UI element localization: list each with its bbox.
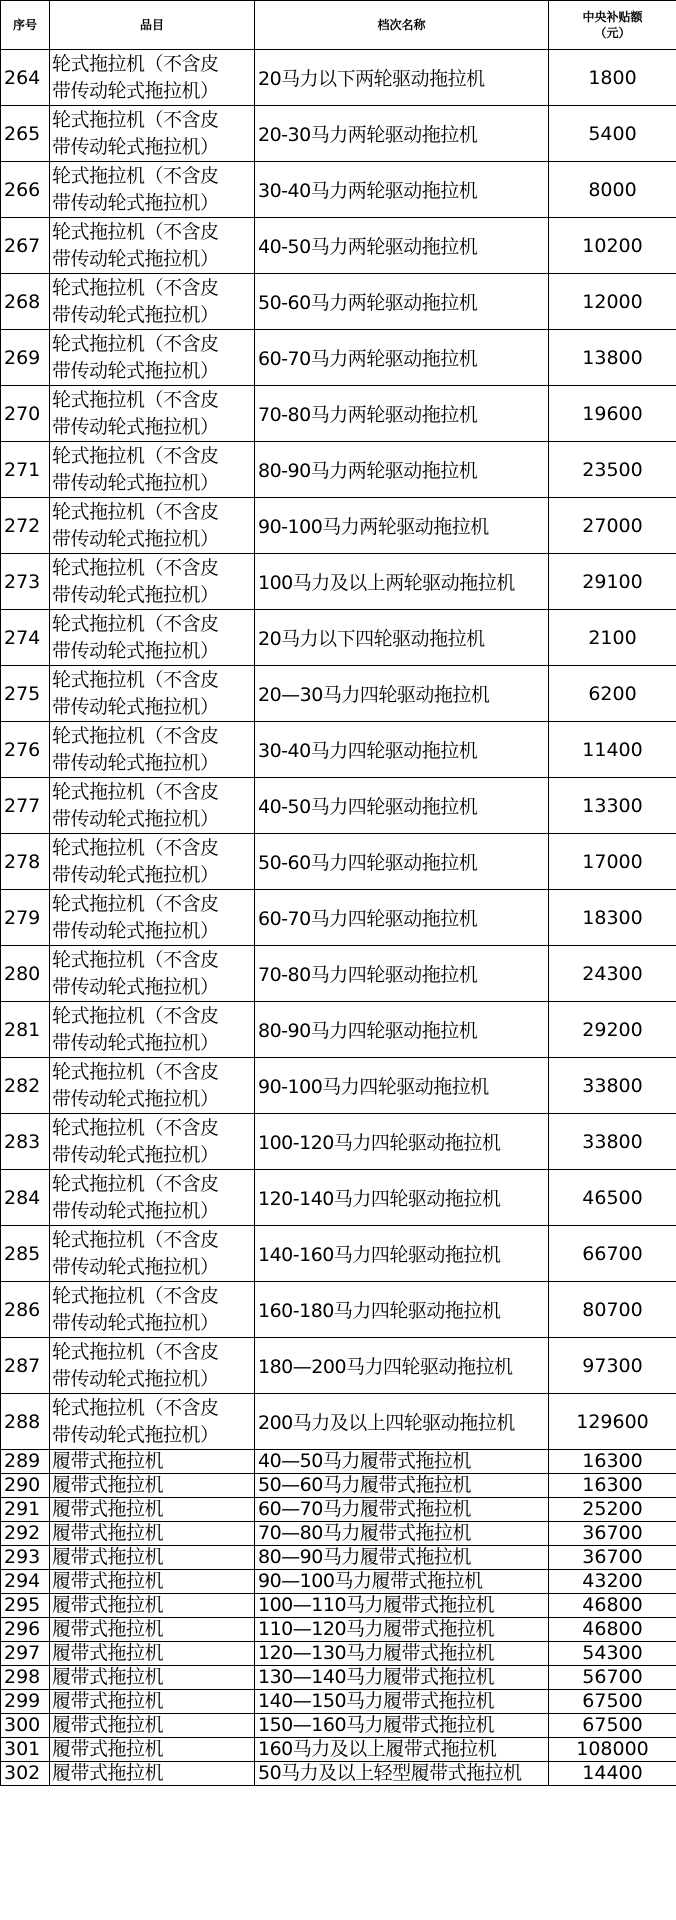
header-row — [1, 1, 676, 50]
cell-seq: 294 — [1, 1570, 50, 1594]
cell-grade: 70—80马力履带式拖拉机 — [255, 1522, 549, 1546]
cell-seq: 288 — [1, 1394, 50, 1450]
cell-item — [50, 1058, 255, 1114]
table-row — [1, 330, 676, 386]
cell-amount: 46500 — [549, 1170, 676, 1226]
cell-item-line: 带传动轮式拖拉机） — [52, 1087, 219, 1110]
cell-item — [50, 218, 255, 274]
cell-item — [50, 1594, 255, 1618]
table-row — [1, 1690, 676, 1714]
cell-item-line: 履带式拖拉机 — [52, 1762, 164, 1784]
cell-item — [50, 666, 255, 722]
table-row — [1, 834, 676, 890]
cell-seq: 279 — [1, 890, 50, 946]
table-row — [1, 1226, 676, 1282]
cell-item-line: 履带式拖拉机 — [52, 1474, 164, 1496]
cell-item-line: 轮式拖拉机（不含皮 — [52, 1116, 219, 1139]
cell-grade: 40-50马力四轮驱动拖拉机 — [255, 778, 549, 834]
cell-seq: 290 — [1, 1474, 50, 1498]
cell-amount: 36700 — [549, 1522, 676, 1546]
cell-item-line: 带传动轮式拖拉机） — [52, 79, 219, 102]
cell-item-line: 轮式拖拉机（不含皮 — [52, 1228, 219, 1251]
cell-item — [50, 946, 255, 1002]
cell-item-line: 带传动轮式拖拉机） — [52, 695, 219, 718]
table-row — [1, 890, 676, 946]
cell-item — [50, 1498, 255, 1522]
cell-grade: 100马力及以上两轮驱动拖拉机 — [255, 554, 549, 610]
table-row — [1, 778, 676, 834]
cell-item-line: 带传动轮式拖拉机） — [52, 1255, 219, 1278]
cell-item-line: 带传动轮式拖拉机） — [52, 863, 219, 886]
cell-amount: 54300 — [549, 1642, 676, 1666]
cell-amount: 24300 — [549, 946, 676, 1002]
header-amount — [549, 1, 676, 50]
cell-amount: 129600 — [549, 1394, 676, 1450]
header-grade: 档次名称 — [255, 1, 549, 50]
cell-item-line: 带传动轮式拖拉机） — [52, 359, 219, 382]
cell-item-line: 履带式拖拉机 — [52, 1450, 164, 1472]
cell-item — [50, 1642, 255, 1666]
cell-item — [50, 498, 255, 554]
cell-grade: 100—110马力履带式拖拉机 — [255, 1594, 549, 1618]
cell-item-line: 轮式拖拉机（不含皮 — [52, 724, 219, 747]
cell-amount: 46800 — [549, 1594, 676, 1618]
table-row — [1, 1522, 676, 1546]
cell-item-line: 轮式拖拉机（不含皮 — [52, 332, 219, 355]
cell-grade: 20-30马力两轮驱动拖拉机 — [255, 106, 549, 162]
cell-seq: 266 — [1, 162, 50, 218]
cell-item-line: 带传动轮式拖拉机） — [52, 303, 219, 326]
cell-item-line: 带传动轮式拖拉机） — [52, 975, 219, 998]
cell-item-line: 带传动轮式拖拉机） — [52, 1423, 219, 1446]
cell-item-line: 轮式拖拉机（不含皮 — [52, 780, 219, 803]
cell-item-line: 带传动轮式拖拉机） — [52, 1311, 219, 1334]
cell-item-line: 轮式拖拉机（不含皮 — [52, 948, 219, 971]
table-row — [1, 1570, 676, 1594]
cell-item — [50, 106, 255, 162]
cell-seq: 284 — [1, 1170, 50, 1226]
table-row — [1, 554, 676, 610]
cell-seq: 293 — [1, 1546, 50, 1570]
cell-item-line: 履带式拖拉机 — [52, 1618, 164, 1640]
table-row — [1, 666, 676, 722]
cell-item-line: 履带式拖拉机 — [52, 1642, 164, 1664]
cell-item-line: 轮式拖拉机（不含皮 — [52, 108, 219, 131]
cell-grade: 60—70马力履带式拖拉机 — [255, 1498, 549, 1522]
table-row — [1, 722, 676, 778]
header-item: 品目 — [50, 1, 255, 50]
cell-item-line: 履带式拖拉机 — [52, 1690, 164, 1712]
cell-amount: 67500 — [549, 1690, 676, 1714]
cell-seq: 302 — [1, 1762, 50, 1786]
cell-grade: 80-90马力两轮驱动拖拉机 — [255, 442, 549, 498]
cell-item — [50, 1282, 255, 1338]
cell-seq: 270 — [1, 386, 50, 442]
cell-amount: 66700 — [549, 1226, 676, 1282]
cell-seq: 271 — [1, 442, 50, 498]
cell-item-line: 轮式拖拉机（不含皮 — [52, 1004, 219, 1027]
cell-item-line: 带传动轮式拖拉机） — [52, 1031, 219, 1054]
cell-item — [50, 834, 255, 890]
cell-seq: 268 — [1, 274, 50, 330]
cell-amount: 67500 — [549, 1714, 676, 1738]
cell-seq: 287 — [1, 1338, 50, 1394]
cell-item-line: 轮式拖拉机（不含皮 — [52, 1060, 219, 1083]
cell-seq: 301 — [1, 1738, 50, 1762]
cell-amount: 33800 — [549, 1114, 676, 1170]
cell-item-line: 履带式拖拉机 — [52, 1738, 164, 1760]
cell-item-line: 履带式拖拉机 — [52, 1546, 164, 1568]
cell-amount: 5400 — [549, 106, 676, 162]
cell-amount: 108000 — [549, 1738, 676, 1762]
table-row — [1, 1618, 676, 1642]
table-row — [1, 162, 676, 218]
cell-grade: 140-160马力四轮驱动拖拉机 — [255, 1226, 549, 1282]
cell-item — [50, 1450, 255, 1474]
table-row — [1, 274, 676, 330]
cell-item-line: 带传动轮式拖拉机） — [52, 751, 219, 774]
cell-seq: 276 — [1, 722, 50, 778]
cell-grade: 80-90马力四轮驱动拖拉机 — [255, 1002, 549, 1058]
table-row — [1, 946, 676, 1002]
cell-item — [50, 890, 255, 946]
table-row — [1, 218, 676, 274]
table-row — [1, 1714, 676, 1738]
table-row — [1, 1338, 676, 1394]
cell-amount: 13800 — [549, 330, 676, 386]
cell-amount: 13300 — [549, 778, 676, 834]
cell-item — [50, 1690, 255, 1714]
cell-amount: 17000 — [549, 834, 676, 890]
table-row — [1, 1394, 676, 1450]
cell-grade: 60-70马力四轮驱动拖拉机 — [255, 890, 549, 946]
cell-seq: 285 — [1, 1226, 50, 1282]
cell-grade: 40—50马力履带式拖拉机 — [255, 1450, 549, 1474]
cell-seq: 272 — [1, 498, 50, 554]
cell-seq: 296 — [1, 1618, 50, 1642]
cell-grade: 50-60马力两轮驱动拖拉机 — [255, 274, 549, 330]
cell-seq: 282 — [1, 1058, 50, 1114]
table-row — [1, 442, 676, 498]
table-row — [1, 1498, 676, 1522]
cell-amount: 43200 — [549, 1570, 676, 1594]
cell-grade: 110—120马力履带式拖拉机 — [255, 1618, 549, 1642]
cell-amount: 16300 — [549, 1474, 676, 1498]
cell-item — [50, 1546, 255, 1570]
cell-item-line: 轮式拖拉机（不含皮 — [52, 444, 219, 467]
cell-item-line: 履带式拖拉机 — [52, 1570, 164, 1592]
cell-item — [50, 554, 255, 610]
cell-amount: 6200 — [549, 666, 676, 722]
cell-seq: 273 — [1, 554, 50, 610]
cell-item-line: 轮式拖拉机（不含皮 — [52, 836, 219, 859]
table-row — [1, 1450, 676, 1474]
cell-seq: 283 — [1, 1114, 50, 1170]
table-row — [1, 498, 676, 554]
cell-item-line: 带传动轮式拖拉机） — [52, 807, 219, 830]
cell-seq: 267 — [1, 218, 50, 274]
cell-grade: 70-80马力两轮驱动拖拉机 — [255, 386, 549, 442]
table-body — [1, 50, 676, 1786]
cell-item — [50, 386, 255, 442]
cell-item — [50, 722, 255, 778]
cell-seq: 291 — [1, 1498, 50, 1522]
cell-item-line: 履带式拖拉机 — [52, 1666, 164, 1688]
cell-item-line: 履带式拖拉机 — [52, 1498, 164, 1520]
cell-seq: 297 — [1, 1642, 50, 1666]
cell-item-line: 轮式拖拉机（不含皮 — [52, 556, 219, 579]
cell-seq: 298 — [1, 1666, 50, 1690]
cell-grade: 30-40马力四轮驱动拖拉机 — [255, 722, 549, 778]
cell-item-line: 履带式拖拉机 — [52, 1522, 164, 1544]
cell-grade: 20马力以下两轮驱动拖拉机 — [255, 50, 549, 106]
cell-item-line: 轮式拖拉机（不含皮 — [52, 164, 219, 187]
cell-amount: 23500 — [549, 442, 676, 498]
cell-item-line: 轮式拖拉机（不含皮 — [52, 892, 219, 915]
header-seq: 序号 — [1, 1, 50, 50]
table-row — [1, 1762, 676, 1786]
cell-grade: 120—130马力履带式拖拉机 — [255, 1642, 549, 1666]
cell-amount: 12000 — [549, 274, 676, 330]
table-row — [1, 1170, 676, 1226]
cell-item — [50, 1618, 255, 1642]
cell-item — [50, 1762, 255, 1786]
cell-seq: 286 — [1, 1282, 50, 1338]
cell-amount: 29200 — [549, 1002, 676, 1058]
cell-item-line: 带传动轮式拖拉机） — [52, 527, 219, 550]
cell-item-line: 履带式拖拉机 — [52, 1714, 164, 1736]
cell-amount: 33800 — [549, 1058, 676, 1114]
cell-seq: 265 — [1, 106, 50, 162]
cell-item — [50, 50, 255, 106]
table-row — [1, 106, 676, 162]
cell-seq: 274 — [1, 610, 50, 666]
cell-item-line: 轮式拖拉机（不含皮 — [52, 276, 219, 299]
cell-item-line: 带传动轮式拖拉机） — [52, 919, 219, 942]
cell-grade: 140—150马力履带式拖拉机 — [255, 1690, 549, 1714]
cell-amount: 14400 — [549, 1762, 676, 1786]
cell-item-line: 轮式拖拉机（不含皮 — [52, 668, 219, 691]
cell-grade: 20马力以下四轮驱动拖拉机 — [255, 610, 549, 666]
cell-item — [50, 610, 255, 666]
cell-amount: 18300 — [549, 890, 676, 946]
cell-grade: 80—90马力履带式拖拉机 — [255, 1546, 549, 1570]
cell-item — [50, 1226, 255, 1282]
cell-item — [50, 1338, 255, 1394]
cell-item-line: 履带式拖拉机 — [52, 1594, 164, 1616]
cell-amount: 16300 — [549, 1450, 676, 1474]
cell-item-line: 带传动轮式拖拉机） — [52, 1199, 219, 1222]
cell-item-line: 带传动轮式拖拉机） — [52, 135, 219, 158]
cell-amount: 11400 — [549, 722, 676, 778]
cell-grade: 130—140马力履带式拖拉机 — [255, 1666, 549, 1690]
cell-amount: 29100 — [549, 554, 676, 610]
cell-seq: 295 — [1, 1594, 50, 1618]
cell-item — [50, 1570, 255, 1594]
table-row — [1, 1546, 676, 1570]
cell-item — [50, 1714, 255, 1738]
cell-item — [50, 1114, 255, 1170]
cell-grade: 160马力及以上履带式拖拉机 — [255, 1738, 549, 1762]
cell-item — [50, 1170, 255, 1226]
cell-seq: 300 — [1, 1714, 50, 1738]
cell-grade: 100-120马力四轮驱动拖拉机 — [255, 1114, 549, 1170]
cell-amount: 1800 — [549, 50, 676, 106]
cell-item-line: 带传动轮式拖拉机） — [52, 639, 219, 662]
cell-item-line: 带传动轮式拖拉机） — [52, 191, 219, 214]
cell-item — [50, 1394, 255, 1450]
cell-grade: 40-50马力两轮驱动拖拉机 — [255, 218, 549, 274]
cell-seq: 278 — [1, 834, 50, 890]
cell-grade: 50—60马力履带式拖拉机 — [255, 1474, 549, 1498]
cell-seq: 277 — [1, 778, 50, 834]
cell-item — [50, 274, 255, 330]
table-row — [1, 1594, 676, 1618]
cell-amount: 80700 — [549, 1282, 676, 1338]
cell-item-line: 轮式拖拉机（不含皮 — [52, 52, 219, 75]
table-row — [1, 610, 676, 666]
cell-item-line: 带传动轮式拖拉机） — [52, 583, 219, 606]
header-amount-line1: 中央补贴额 — [582, 10, 643, 24]
table-header — [1, 1, 676, 50]
cell-amount: 97300 — [549, 1338, 676, 1394]
cell-item-line: 轮式拖拉机（不含皮 — [52, 1340, 219, 1363]
header-amount-line2: （元） — [594, 26, 631, 40]
cell-amount: 56700 — [549, 1666, 676, 1690]
cell-grade: 30-40马力两轮驱动拖拉机 — [255, 162, 549, 218]
cell-item — [50, 1522, 255, 1546]
cell-amount: 27000 — [549, 498, 676, 554]
cell-item-line: 带传动轮式拖拉机） — [52, 247, 219, 270]
table-row — [1, 1114, 676, 1170]
cell-grade: 50-60马力四轮驱动拖拉机 — [255, 834, 549, 890]
cell-grade: 20—30马力四轮驱动拖拉机 — [255, 666, 549, 722]
cell-seq: 280 — [1, 946, 50, 1002]
cell-seq: 281 — [1, 1002, 50, 1058]
cell-grade: 90-100马力四轮驱动拖拉机 — [255, 1058, 549, 1114]
cell-grade: 70-80马力四轮驱动拖拉机 — [255, 946, 549, 1002]
cell-item-line: 轮式拖拉机（不含皮 — [52, 1396, 219, 1419]
cell-item — [50, 442, 255, 498]
cell-grade: 150—160马力履带式拖拉机 — [255, 1714, 549, 1738]
cell-item-line: 轮式拖拉机（不含皮 — [52, 612, 219, 635]
cell-grade: 160-180马力四轮驱动拖拉机 — [255, 1282, 549, 1338]
cell-amount: 25200 — [549, 1498, 676, 1522]
cell-grade: 180—200马力四轮驱动拖拉机 — [255, 1338, 549, 1394]
table-row — [1, 1058, 676, 1114]
table-row — [1, 1666, 676, 1690]
cell-item — [50, 1002, 255, 1058]
cell-item-line: 轮式拖拉机（不含皮 — [52, 1284, 219, 1307]
cell-item-line: 带传动轮式拖拉机） — [52, 1367, 219, 1390]
cell-item-line: 轮式拖拉机（不含皮 — [52, 220, 219, 243]
cell-item-line: 轮式拖拉机（不含皮 — [52, 500, 219, 523]
cell-item — [50, 1474, 255, 1498]
table-row — [1, 386, 676, 442]
table-row — [1, 1282, 676, 1338]
cell-grade: 90—100马力履带式拖拉机 — [255, 1570, 549, 1594]
table-row — [1, 1642, 676, 1666]
cell-item-line: 带传动轮式拖拉机） — [52, 471, 219, 494]
cell-grade: 200马力及以上四轮驱动拖拉机 — [255, 1394, 549, 1450]
cell-grade: 50马力及以上轻型履带式拖拉机 — [255, 1762, 549, 1786]
cell-seq: 269 — [1, 330, 50, 386]
cell-item — [50, 330, 255, 386]
cell-seq: 264 — [1, 50, 50, 106]
cell-grade: 120-140马力四轮驱动拖拉机 — [255, 1170, 549, 1226]
table-row — [1, 1002, 676, 1058]
cell-amount: 19600 — [549, 386, 676, 442]
cell-seq: 289 — [1, 1450, 50, 1474]
cell-item — [50, 1666, 255, 1690]
table-row — [1, 1474, 676, 1498]
cell-amount: 46800 — [549, 1618, 676, 1642]
cell-seq: 299 — [1, 1690, 50, 1714]
cell-grade: 60-70马力两轮驱动拖拉机 — [255, 330, 549, 386]
cell-item — [50, 162, 255, 218]
cell-item — [50, 1738, 255, 1762]
table-row — [1, 50, 676, 106]
cell-amount: 10200 — [549, 218, 676, 274]
table-row — [1, 1738, 676, 1762]
cell-seq: 275 — [1, 666, 50, 722]
cell-amount: 2100 — [549, 610, 676, 666]
cell-item-line: 带传动轮式拖拉机） — [52, 1143, 219, 1166]
cell-item-line: 轮式拖拉机（不含皮 — [52, 1172, 219, 1195]
cell-item-line: 带传动轮式拖拉机） — [52, 415, 219, 438]
cell-item — [50, 778, 255, 834]
cell-seq: 292 — [1, 1522, 50, 1546]
cell-amount: 8000 — [549, 162, 676, 218]
cell-item-line: 轮式拖拉机（不含皮 — [52, 388, 219, 411]
cell-grade: 90-100马力两轮驱动拖拉机 — [255, 498, 549, 554]
cell-amount: 36700 — [549, 1546, 676, 1570]
